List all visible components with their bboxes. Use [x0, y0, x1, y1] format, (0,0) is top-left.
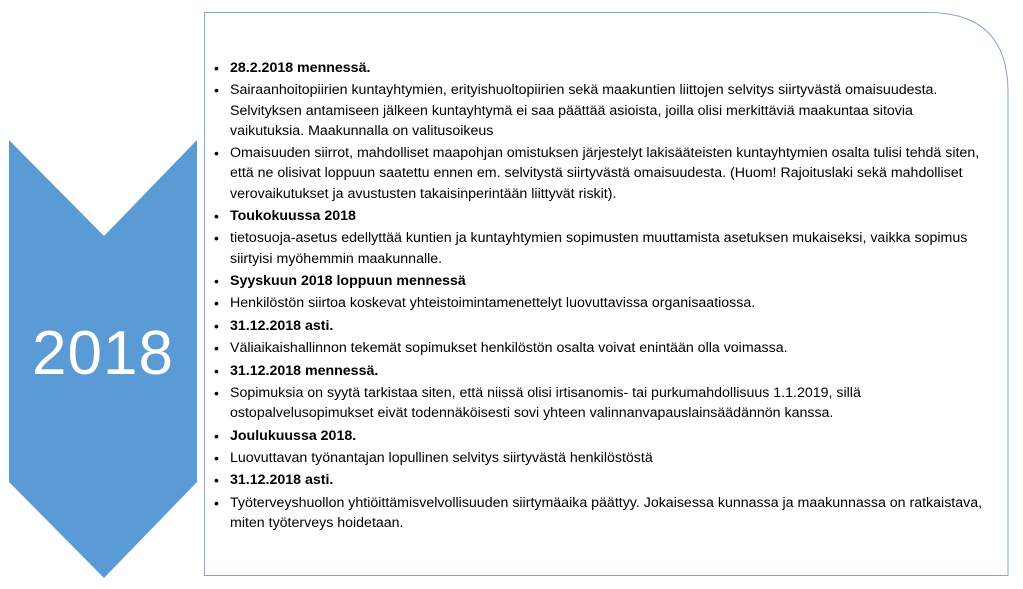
bullet-icon: •: [214, 272, 219, 289]
bullet-icon: •: [214, 427, 219, 444]
bullet-icon: •: [214, 340, 219, 357]
item-text: tietosuoja-asetus edellyttää kuntien ja kuntayhtymien sopimusten muuttamista asetuksen mukaiseksi, vaikka sopimus siirtyisi myöhemmin maakunnalle.: [230, 230, 968, 267]
bullet-icon: •: [214, 145, 219, 162]
item-text: Henkilöstön siirtoa koskevat yhteistoimintamenettelyt luovuttavissa organisaatiossa.: [230, 295, 756, 312]
milestone-date-heading: [214, 470, 984, 490]
item-text: Luovuttavan työnantajan lopullinen selvitys siirtyvästä henkilöstöstä: [230, 449, 653, 466]
milestone-date-heading: [214, 271, 984, 291]
milestone-description: [214, 293, 984, 313]
item-text: Sopimuksia on syytä tarkistaa siten, että niissä olisi irtisanomis- tai purkumahdollisuus 1.1.2019, sillä ostopalvelusopimukset eivät todennäköisesti sovi yhteen valinnanvapauslainsäädännön kanssa.: [230, 384, 861, 422]
bullet-icon: •: [214, 317, 219, 334]
item-text: Sairaanhoitopiirien kuntayhtymien, erityishuoltopiirien sekä maakuntien liittojen selvitys siirtyvästä omaisuudesta. Selvityksen antamiseen jälkeen kuntayhtymä ei saa päättää asioista, joilla olisi merkittäviä maakuntaa sitovia vaikutuksia. Maakunnalla on valitusoikeus: [230, 82, 938, 139]
bullet-icon: •: [214, 230, 219, 247]
item-text: Joulukuussa 2018.: [230, 427, 357, 444]
milestone-description: [214, 80, 984, 141]
milestone-date-heading: [214, 316, 984, 336]
item-text: 31.12.2018 asti.: [230, 472, 334, 489]
bullet-icon: •: [214, 472, 219, 489]
year-label: 2018: [32, 319, 174, 388]
item-text: Työterveyshuollon yhtiöittämisvelvollisuuden siirtymäaika päättyy. Jokaisessa kunnassa ja maakunnassa on ratkaistava, miten työterveys hoidetaan.: [230, 494, 983, 531]
bullet-icon: •: [214, 384, 219, 401]
milestone-description: [214, 493, 984, 533]
bullet-icon: •: [214, 60, 219, 76]
milestone-description: [214, 228, 984, 268]
bullet-icon: •: [214, 362, 219, 379]
item-text: Väliaikaishallinnon tekemät sopimukset henkilöstön osalta voivat enintään olla voimassa.: [230, 340, 788, 357]
item-text: 31.12.2018 mennessä.: [230, 362, 379, 379]
item-text: Omaisuuden siirrot, mahdolliset maapohjan omistuksen järjestelyt lakisääteisten kuntayhtymien osalta tulisi tehdä siten, että ne olisivat loppuun saatettu ennen em. selvitystä siirtyvästä omaisuudesta. (Huom! Rajoituslaki sekä mahdolliset verovaikutukset ja avustusten takaisinperintään liittyvät riskit).: [230, 145, 980, 202]
item-text: 28.2.2018 mennessä.: [230, 60, 371, 76]
item-text: Toukokuussa 2018: [230, 207, 356, 224]
milestone-description: [214, 448, 984, 468]
milestone-date-heading: [214, 426, 984, 446]
item-text: 31.12.2018 asti.: [230, 317, 334, 334]
milestone-description: [214, 338, 984, 358]
milestone-date-heading: [214, 58, 984, 78]
milestone-description: [214, 143, 984, 204]
milestone-date-heading: [214, 206, 984, 226]
bullet-icon: •: [214, 494, 219, 511]
milestone-date-heading: [214, 361, 984, 381]
bullet-icon: •: [214, 449, 219, 466]
milestone-list: [214, 58, 984, 535]
bullet-icon: •: [214, 82, 219, 99]
bullet-icon: •: [214, 207, 219, 224]
item-text: Syyskuun 2018 loppuun mennessä: [230, 272, 466, 289]
milestone-description: [214, 383, 984, 423]
bullet-icon: •: [214, 295, 219, 312]
